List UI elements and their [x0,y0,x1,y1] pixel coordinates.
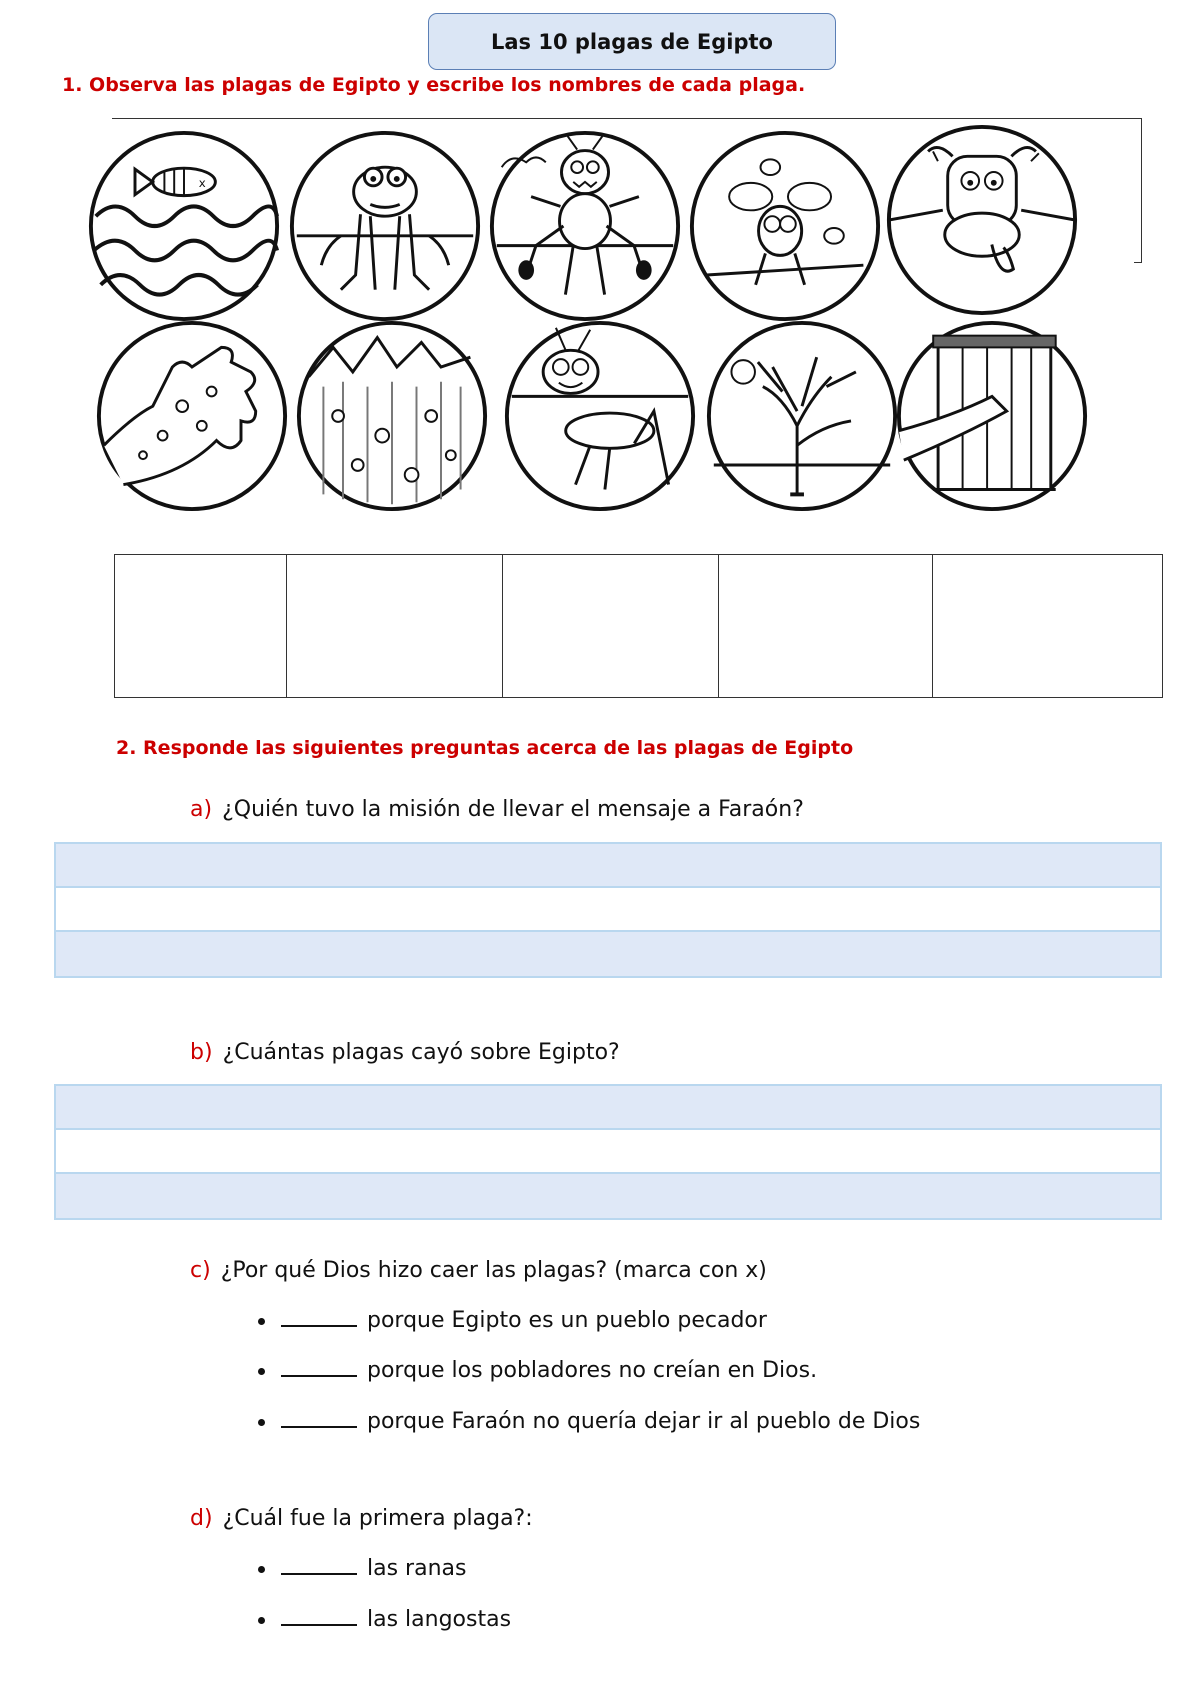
lice-icon [487,128,683,324]
door-blood-icon [894,318,1090,514]
cow-icon [884,122,1080,318]
blank-line[interactable] [281,1573,357,1575]
answer-box[interactable] [503,555,719,698]
answer-table [114,554,1163,698]
bullet [258,1419,265,1426]
frame-line [1134,262,1142,263]
question-text: ¿Cuál fue la primera plaga?: [222,1506,533,1531]
option-item[interactable] [258,1556,466,1581]
frog-icon [287,128,483,324]
question-letter: d) [190,1506,213,1531]
svg-text:x: x [198,175,206,190]
option-text: las langostas [367,1607,512,1632]
question-text: ¿Cuántas plagas cayó sobre Egipto? [222,1040,620,1065]
question-d [190,1506,533,1531]
blank-line[interactable] [281,1325,357,1327]
option-text: las ranas [367,1556,467,1581]
instruction-2: 2. Responde las siguientes preguntas acerca de las plagas de Egipto [116,737,854,759]
frame-line [112,118,1142,119]
option-item[interactable] [258,1607,511,1632]
page-title: Las 10 plagas de Egipto [428,13,836,70]
bullet [258,1318,265,1325]
blank-line[interactable] [281,1375,357,1377]
boils-hand-icon [94,318,290,514]
water-fish-icon [86,128,282,324]
option-text: porque Egipto es un pueblo pecador [367,1308,767,1333]
option-item[interactable] [258,1358,817,1383]
question-text: ¿Por qué Dios hizo caer las plagas? (marca con x) [220,1258,767,1283]
answer-box[interactable] [719,555,933,698]
option-item[interactable] [258,1409,920,1434]
answer-lines-b[interactable] [54,1084,1162,1220]
blank-line[interactable] [281,1624,357,1626]
bullet [258,1617,265,1624]
answer-box[interactable] [115,555,287,698]
answer-box[interactable] [933,555,1163,698]
flies-icon [687,128,883,324]
option-text: porque Faraón no quería dejar ir al pueblo de Dios [367,1409,921,1434]
answer-box[interactable] [287,555,503,698]
hail-icon [294,318,490,514]
locust-icon [502,318,698,514]
question-letter: a) [190,797,213,822]
bullet [258,1368,265,1375]
question-letter: c) [190,1258,211,1283]
bullet [258,1566,265,1573]
question-c [190,1258,767,1283]
option-item[interactable] [258,1308,767,1333]
frame-line [1141,118,1142,262]
question-b [190,1040,620,1065]
instruction-1: 1. Observa las plagas de Egipto y escribe los nombres de cada plaga. [62,74,806,96]
blank-line[interactable] [281,1426,357,1428]
answer-lines-a[interactable] [54,842,1162,978]
option-text: porque los pobladores no creían en Dios. [367,1358,818,1383]
darkness-tree-icon [704,318,900,514]
question-a [190,797,804,822]
question-letter: b) [190,1040,213,1065]
question-text: ¿Quién tuvo la misión de llevar el mensaje a Faraón? [222,797,804,822]
